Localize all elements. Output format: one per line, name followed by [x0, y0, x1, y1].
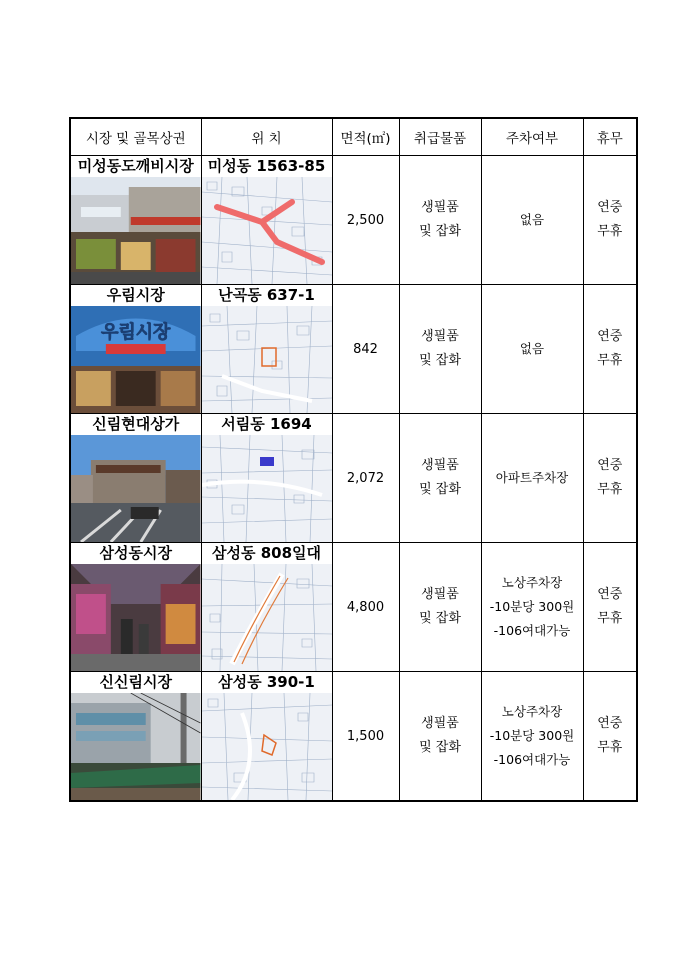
parking-line-1: 아파트주차장 [495, 470, 569, 485]
market-name: 우림시장 [106, 286, 165, 304]
location-cell [201, 285, 332, 414]
market-address: 서림동 1694 [221, 415, 312, 433]
goods-line-1: 생필품 [421, 200, 459, 215]
goods-cell [399, 414, 481, 543]
closed-line-2: 무휴 [597, 482, 623, 497]
parking-cell [481, 285, 583, 414]
closed-line-2: 무휴 [597, 611, 623, 626]
parking-cell [481, 414, 583, 543]
header-row [70, 118, 637, 156]
market-photo [71, 177, 201, 284]
market-cell [70, 672, 201, 802]
closed-line-1: 연중 [597, 716, 623, 731]
market-name: 신림현대상가 [92, 415, 180, 433]
parking-line-1: 노상주차장 [501, 575, 563, 590]
market-photo [71, 435, 201, 542]
parking-line-2: -10분당 300원 [489, 599, 575, 614]
closed-cell [583, 285, 637, 414]
parking-line-1: 없음 [519, 341, 545, 356]
parking-cell [481, 672, 583, 802]
area-value: 1,500 [332, 672, 399, 802]
area-value: 4,800 [332, 543, 399, 672]
table-row [70, 543, 637, 672]
header-market: 시장 및 골목상권 [70, 118, 201, 156]
market-address: 삼성동 390-1 [218, 673, 315, 691]
goods-line-2: 및 잡화 [419, 353, 461, 368]
closed-line-1: 연중 [597, 329, 623, 344]
header-area: 면적(㎡) [332, 118, 399, 156]
market-table [69, 117, 638, 802]
market-address: 미성동 1563-85 [207, 157, 326, 175]
location-cell [201, 672, 332, 802]
goods-line-2: 및 잡화 [419, 611, 461, 626]
market-cell [70, 414, 201, 543]
closed-cell [583, 672, 637, 802]
goods-line-2: 및 잡화 [419, 224, 461, 239]
area-value: 842 [332, 285, 399, 414]
goods-line-1: 생필품 [421, 716, 459, 731]
parking-line-1: 없음 [519, 212, 545, 227]
goods-line-2: 및 잡화 [419, 740, 461, 755]
location-cell [201, 156, 332, 285]
market-cell [70, 285, 201, 414]
closed-line-2: 무휴 [597, 353, 623, 368]
goods-cell [399, 543, 481, 672]
header-goods: 취급물품 [399, 118, 481, 156]
table-row [70, 672, 637, 802]
goods-cell [399, 285, 481, 414]
table-row [70, 414, 637, 543]
goods-line-1: 생필품 [421, 329, 459, 344]
goods-line-1: 생필품 [421, 587, 459, 602]
closed-line-1: 연중 [597, 587, 623, 602]
market-name: 신신림시장 [99, 673, 172, 691]
parking-cell [481, 156, 583, 285]
table-row [70, 156, 637, 285]
market-name: 미성동도깨비시장 [77, 157, 194, 175]
parking-cell [481, 543, 583, 672]
closed-line-2: 무휴 [597, 740, 623, 755]
closed-line-1: 연중 [597, 200, 623, 215]
goods-line-1: 생필품 [421, 458, 459, 473]
location-map [202, 435, 332, 542]
parking-line-2: -10분당 300원 [489, 728, 575, 743]
closed-cell [583, 543, 637, 672]
sign-text: 우림시장 [101, 321, 171, 344]
closed-cell [583, 414, 637, 543]
closed-line-1: 연중 [597, 458, 623, 473]
goods-cell [399, 156, 481, 285]
header-closed: 휴무 [583, 118, 637, 156]
market-cell [70, 543, 201, 672]
parking-line-3: -106여대가능 [493, 623, 571, 638]
closed-cell [583, 156, 637, 285]
location-map [202, 564, 332, 671]
market-name: 삼성동시장 [99, 544, 172, 562]
market-photo [71, 693, 201, 800]
parking-line-1: 노상주차장 [501, 704, 563, 719]
closed-line-2: 무휴 [597, 224, 623, 239]
goods-cell [399, 672, 481, 802]
table-row [70, 285, 637, 414]
location-map [202, 177, 332, 284]
header-parking: 주차여부 [481, 118, 583, 156]
market-address: 삼성동 808일대 [212, 544, 321, 562]
location-map [202, 693, 332, 800]
market-photo [71, 306, 201, 413]
header-location: 위 치 [201, 118, 332, 156]
market-cell [70, 156, 201, 285]
market-address: 난곡동 637-1 [218, 286, 315, 304]
location-map [202, 306, 332, 413]
parking-line-3: -106여대가능 [493, 752, 571, 767]
location-cell [201, 543, 332, 672]
area-value: 2,072 [332, 414, 399, 543]
market-photo [71, 564, 201, 671]
goods-line-2: 및 잡화 [419, 482, 461, 497]
location-cell [201, 414, 332, 543]
area-value: 2,500 [332, 156, 399, 285]
